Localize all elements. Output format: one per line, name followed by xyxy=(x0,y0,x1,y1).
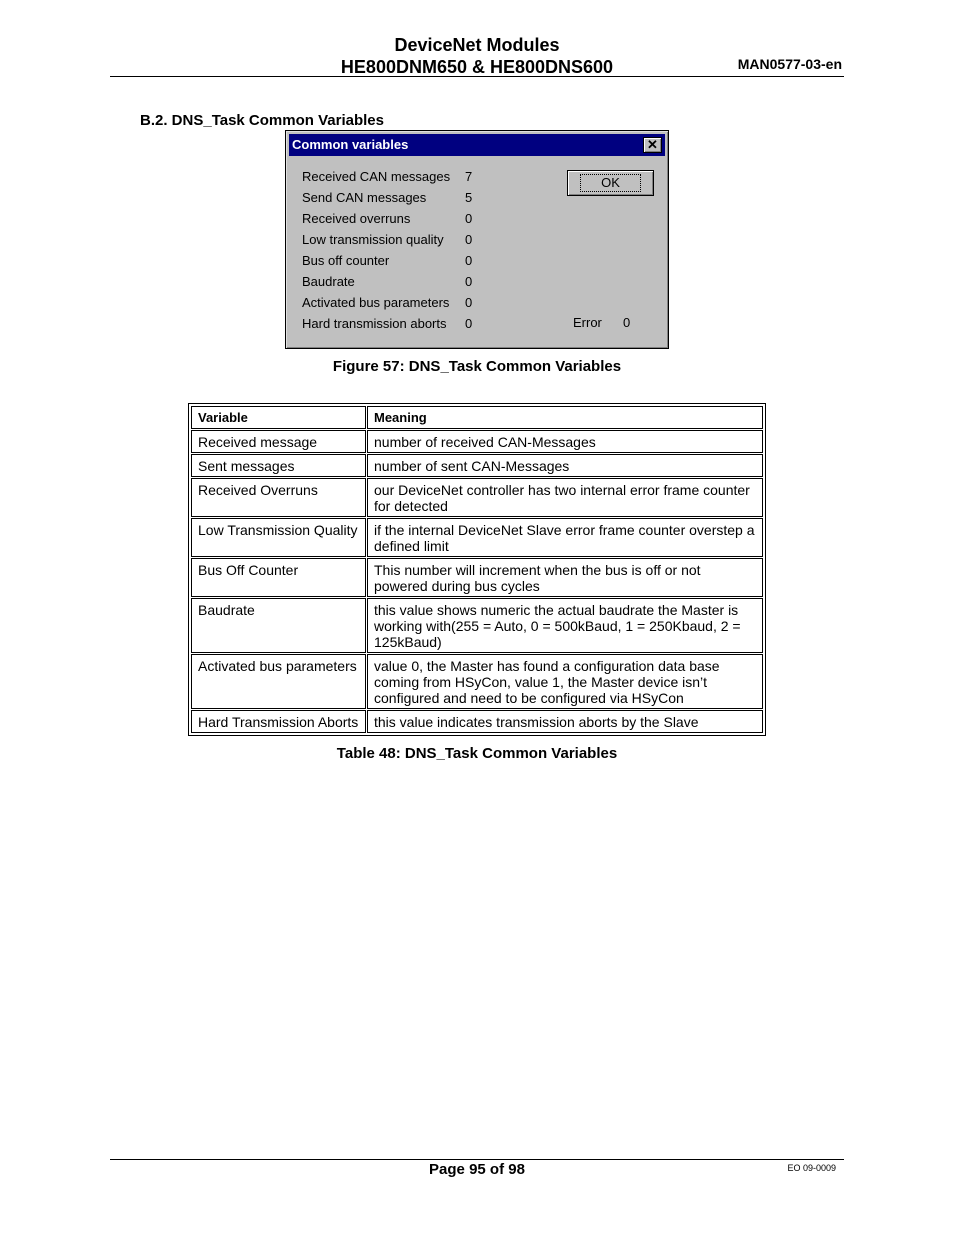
cell-meaning: this value shows numeric the actual baudrate the Master is working with(255 = Auto, 0 = 500kBaud, 1 = 250Kbaud, 2 = 125kBaud) xyxy=(367,598,763,653)
dialog-row xyxy=(302,169,502,187)
page-footer xyxy=(110,1159,844,1178)
header-title-line1: DeviceNet Modules xyxy=(394,35,560,55)
variables-table xyxy=(188,403,766,736)
cell-variable: Sent messages xyxy=(191,454,366,477)
dialog-row-value: 7 xyxy=(465,169,473,184)
header-meaning: Meaning xyxy=(367,406,763,429)
dialog-row-label: Activated bus parameters xyxy=(302,295,450,310)
header-variable: Variable xyxy=(191,406,366,429)
dialog-row-value: 0 xyxy=(465,232,473,247)
table-header-row xyxy=(191,406,763,429)
cell-meaning: our DeviceNet controller has two internal error frame counter for detected xyxy=(367,478,763,517)
dialog-row xyxy=(302,211,502,229)
figure-caption: Figure 57: DNS_Task Common Variables xyxy=(332,358,622,375)
dialog-titlebar[interactable] xyxy=(289,134,665,156)
dialog-row-value: 0 xyxy=(465,295,473,310)
close-icon: ✕ xyxy=(647,137,658,152)
dialog-row-label: Low transmission quality xyxy=(302,232,444,247)
dialog-row-label: Hard transmission aborts xyxy=(302,316,447,331)
error-label: Error xyxy=(573,315,602,330)
cell-meaning: this value indicates transmission aborts by the Slave xyxy=(367,710,763,733)
cell-variable: Hard Transmission Aborts xyxy=(191,710,366,733)
table-row xyxy=(191,518,763,557)
dialog-row xyxy=(302,274,502,292)
dialog-row xyxy=(302,253,502,271)
cell-meaning: This number will increment when the bus is off or not powered during bus cycles xyxy=(367,558,763,597)
table-row xyxy=(191,654,763,709)
section-title: B.2. DNS_Task Common Variables xyxy=(140,112,384,129)
close-button[interactable] xyxy=(643,137,662,153)
dialog-row-label: Received CAN messages xyxy=(302,169,451,184)
error-value: 0 xyxy=(623,315,631,330)
dialog-row-label: Received overruns xyxy=(302,211,411,226)
cell-variable: Baudrate xyxy=(191,598,366,653)
dialog-row xyxy=(302,232,502,250)
header-title-line2: HE800DNM650 & HE800DNS600 xyxy=(340,57,614,77)
dialog-row-value: 5 xyxy=(465,190,473,205)
cell-meaning: number of sent CAN-Messages xyxy=(367,454,763,477)
dialog-row-label: Bus off counter xyxy=(302,253,390,268)
cell-variable: Low Transmission Quality xyxy=(191,518,366,557)
cell-meaning: value 0, the Master has found a configuration data base coming from HSyCon, value 1, the Master device isn’t configured and need to be configured via HSyCon xyxy=(367,654,763,709)
table-row xyxy=(191,430,763,453)
cell-variable: Received Overruns xyxy=(191,478,366,517)
dialog-row-value: 0 xyxy=(465,253,473,268)
dialog-row xyxy=(302,316,502,334)
dialog-row-label: Baudrate xyxy=(302,274,355,289)
table-row xyxy=(191,478,763,517)
dialog-row-value: 0 xyxy=(465,211,473,226)
dialog-row-value: 0 xyxy=(465,316,473,331)
cell-meaning: if the internal DeviceNet Slave error frame counter overstep a defined limit xyxy=(367,518,763,557)
cell-variable: Activated bus parameters xyxy=(191,654,366,709)
document-number: MAN0577-03-en xyxy=(737,56,842,72)
dialog-title: Common variables xyxy=(292,137,409,152)
eo-number: EO 09-0009 xyxy=(787,1163,836,1173)
cell-meaning: number of received CAN-Messages xyxy=(367,430,763,453)
dialog-row xyxy=(302,295,502,313)
table-caption: Table 48: DNS_Task Common Variables xyxy=(336,745,618,762)
table-row xyxy=(191,558,763,597)
cell-variable: Bus Off Counter xyxy=(191,558,366,597)
dialog-row xyxy=(302,190,502,208)
table-row xyxy=(191,454,763,477)
table-row xyxy=(191,710,763,733)
ok-button[interactable] xyxy=(567,170,654,196)
dialog-row-label: Send CAN messages xyxy=(302,190,427,205)
table-row xyxy=(191,598,763,653)
cell-variable: Received message xyxy=(191,430,366,453)
dialog-row-value: 0 xyxy=(465,274,473,289)
page-number: Page 95 of 98 xyxy=(429,1161,525,1178)
common-variables-dialog xyxy=(285,130,669,349)
ok-button-label: OK xyxy=(580,174,641,192)
page-header xyxy=(110,34,844,77)
